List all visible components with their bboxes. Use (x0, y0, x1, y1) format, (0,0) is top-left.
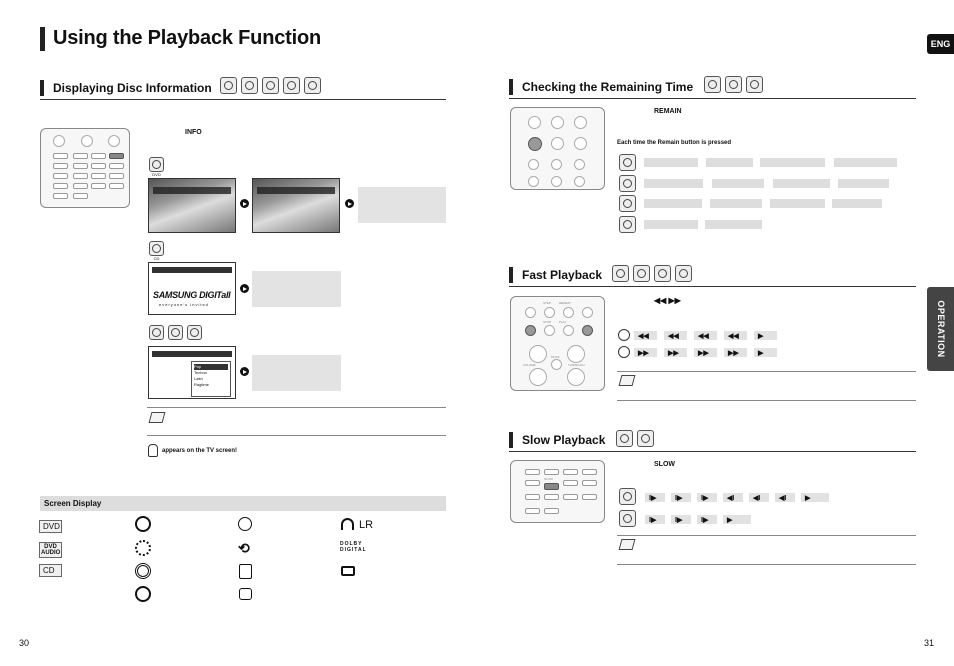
ffwd-steps (634, 348, 777, 357)
section-rule (509, 286, 916, 287)
remaining-row-cd (619, 195, 636, 212)
section-rule (509, 98, 916, 99)
dvd-audio-icon (619, 154, 636, 171)
remote-label: VOLUME (523, 363, 536, 367)
divx-disc-icon (675, 265, 692, 282)
dvd-info-screen-2 (252, 178, 340, 233)
note-pencil-icon (149, 412, 166, 423)
dvd-label: DVD (39, 520, 62, 533)
section-accent (40, 80, 44, 96)
slow-step: ◀I (749, 493, 769, 502)
rewind-step: ◀◀ (694, 331, 717, 340)
ffwd-step: ▶▶ (724, 348, 747, 357)
jpeg-disc-icon (283, 77, 300, 94)
dvd-badge-label: DVD (152, 172, 161, 177)
remote-label: REPEAT (559, 301, 571, 305)
remote-label: TUNING/CH (568, 363, 585, 367)
mp3-info-screen (148, 346, 236, 399)
jpeg-icon (168, 325, 183, 340)
slow-dvd-row (619, 488, 636, 505)
info-off-box (358, 187, 446, 223)
ffwd-step: ▶▶ (634, 348, 657, 357)
slow-step: ◀I (723, 493, 743, 502)
fast-key-symbols: ◀◀ ▶▶ (654, 296, 681, 305)
note-rule-bottom (617, 564, 916, 565)
ffwd-step: ▶▶ (664, 348, 687, 357)
slow-step: ▶ (723, 515, 751, 524)
slow-step: ▶ (801, 493, 829, 502)
cd-icon (149, 241, 164, 256)
cd-badge-label: CD (153, 256, 160, 261)
slow-key-highlight (544, 483, 559, 490)
rewind-step: ◀◀ (724, 331, 747, 340)
note-rule-top (147, 407, 446, 408)
repeat-icon: ⟲ (238, 540, 250, 556)
mp3-disc-icon (262, 77, 279, 94)
cd-label: CD (39, 564, 62, 577)
cd-badge (149, 241, 164, 261)
divx-icon (187, 325, 202, 340)
mp3-menu-item: Latin (194, 376, 203, 381)
title-icon (135, 516, 151, 532)
remain-key-highlight (528, 137, 542, 151)
remote-label: PLAY (559, 320, 567, 324)
slow-step: I▶ (697, 515, 717, 524)
mp3-menu-list (191, 361, 231, 397)
track-icon (135, 563, 151, 579)
mp3-info-off-box (252, 355, 341, 391)
fast-forward-icon (618, 346, 630, 358)
mp3-menu-item: Pop (194, 364, 228, 370)
rewind-step: ▶ (754, 331, 777, 340)
rewind-icon (618, 329, 630, 341)
remain-pressed-text: Each time the Remain button is pressed (617, 140, 732, 146)
remote-label: STEP (543, 301, 551, 305)
dvd-icon (619, 488, 636, 505)
lr-text: LR (359, 519, 374, 531)
slow-step: I▶ (697, 493, 717, 502)
remote-control-illustration (510, 460, 605, 523)
remote-label: MUTE (551, 355, 560, 359)
group-icon (135, 586, 151, 602)
section-accent (509, 267, 513, 283)
remote-control-illustration (40, 128, 130, 208)
remaining-badges (704, 76, 763, 93)
hand-note-text: appears on the TV screen! (162, 448, 238, 454)
section-tab-label: OPERATION (935, 300, 946, 358)
remain-key-label: REMAIN (654, 108, 682, 115)
note-pencil-icon (619, 539, 636, 550)
samsung-logo: SAMSUNG DIGITall (153, 290, 231, 300)
section-rule (40, 99, 446, 100)
divx-disc-icon (637, 430, 654, 447)
rewind-steps (634, 331, 777, 340)
cd-disc-icon (241, 77, 258, 94)
slow-step: I▶ (671, 515, 691, 524)
mp3-icon (619, 216, 636, 233)
dvd-icon (149, 157, 164, 172)
mp3-disc-icon (654, 265, 671, 282)
dvd-icon (619, 175, 636, 192)
slow-step: I▶ (671, 493, 691, 502)
ffwd-key-highlight (582, 325, 593, 336)
mp3-badge-group (149, 325, 202, 340)
page-number-left: 30 (19, 638, 30, 648)
section-title-slow: Slow Playback (522, 433, 606, 447)
slow-divx-steps (645, 515, 751, 524)
remaining-row-dvd-audio (619, 154, 636, 171)
camera-icon (341, 566, 355, 576)
arrow-right-icon (240, 367, 249, 376)
cd-info-screen (148, 262, 236, 315)
time-icon (238, 517, 252, 531)
info-key-label: INFO (185, 129, 202, 136)
section-tab (927, 287, 954, 371)
divx-icon (619, 510, 636, 527)
fast-badges (612, 265, 692, 282)
remote-label: STOP (543, 320, 552, 324)
disc-badge-group (220, 77, 321, 94)
arrow-right-icon (240, 199, 249, 208)
remote-control-illustration (510, 296, 605, 391)
slow-step: ◀I (775, 493, 795, 502)
slow-dvd-steps (645, 493, 829, 502)
note-rule-top (617, 371, 916, 372)
arrow-right-icon (345, 199, 354, 208)
dvd-audio-label: DVD AUDIO (41, 544, 61, 556)
note-rule-top (617, 535, 916, 536)
cd-info-off-box (252, 271, 341, 307)
page-number-right: 31 (924, 638, 935, 648)
mp3-menu-item: Techno (194, 370, 207, 375)
mp3-icon (149, 325, 164, 340)
section-accent (509, 432, 513, 448)
ffwd-step: ▶ (754, 348, 777, 357)
language-tab: ENG (927, 34, 954, 54)
arrow-right-icon (240, 284, 249, 293)
note-pencil-icon (619, 375, 636, 386)
title-bar-accent (40, 27, 45, 51)
section-rule (509, 451, 916, 452)
rewind-step: ◀◀ (634, 331, 657, 340)
remote-control-illustration (510, 107, 605, 190)
dvd-disc-icon (616, 430, 633, 447)
chapter-icon (135, 540, 151, 556)
cd-icon (619, 195, 636, 212)
remaining-row-dvd (619, 175, 636, 192)
cd-disc-icon (633, 265, 650, 282)
slow-step: I▶ (645, 515, 665, 524)
dvd-badge (149, 157, 164, 177)
dvd-info-screen-1 (148, 178, 236, 233)
cd-disc-icon (725, 76, 742, 93)
headphone-icon (341, 518, 354, 530)
screen-display-title: Screen Display (44, 499, 102, 508)
rewind-key-highlight (525, 325, 536, 336)
section-accent (509, 79, 513, 95)
dvd-disc-icon (220, 77, 237, 94)
mp3-disc-icon (746, 76, 763, 93)
dvd-disc-icon (612, 265, 629, 282)
slow-divx-row (619, 510, 636, 527)
angle-icon (239, 564, 252, 579)
mp3-menu-item: Ragtime (194, 382, 209, 387)
page-title: Using the Playback Function (53, 27, 321, 49)
rewind-step: ◀◀ (664, 331, 687, 340)
slow-step: I▶ (645, 493, 665, 502)
dvd-disc-icon (704, 76, 721, 93)
divx-disc-icon (304, 77, 321, 94)
slow-key-label: SLOW (654, 461, 675, 468)
slow-badges (616, 430, 654, 447)
samsung-tagline: everyone's invited (159, 302, 209, 307)
remaining-row-mp3 (619, 216, 636, 233)
section-title-disc-info: Displaying Disc Information (53, 81, 212, 95)
remote-label: SLOW (544, 477, 553, 481)
section-title-fast: Fast Playback (522, 268, 603, 282)
section-title-remaining: Checking the Remaining Time (522, 80, 694, 94)
dolby-digital-icon: DOLBY DIGITAL (340, 541, 367, 553)
hand-icon (148, 444, 158, 457)
note-rule-bottom (147, 435, 446, 436)
ffwd-step: ▶▶ (694, 348, 717, 357)
note-rule-bottom (617, 400, 916, 401)
subtitle-icon (239, 588, 252, 600)
info-key-highlight (109, 153, 124, 159)
